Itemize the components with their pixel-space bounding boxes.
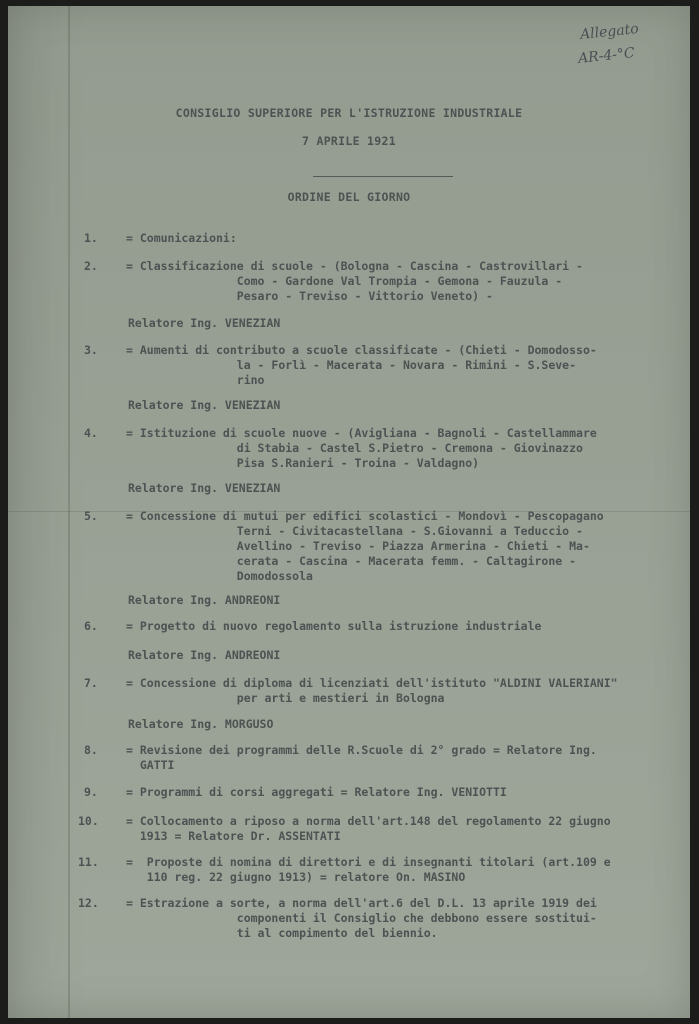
relatore-line: Relatore Ing. ANDREONI	[128, 648, 281, 662]
relatore-line: Relatore Ing. VENEZIAN	[128, 398, 281, 412]
handwritten-annotation-2: AR-4-°C	[577, 45, 636, 67]
relatore-line: Relatore Ing. ANDREONI	[128, 593, 281, 607]
document-subtitle: ORDINE DEL GIORNO	[287, 190, 411, 204]
agenda-item: = Collocamento a riposo a norma dell'art.148 del regolamento 22 giugno 1913 = Relatore Dr. ASSENTATI	[126, 814, 611, 843]
item-number: 9.	[84, 785, 98, 799]
relatore-line: Relatore Ing. MORGUSO	[128, 717, 274, 731]
agenda-item: = Revisione dei programmi delle R.Scuole di 2° grado = Relatore Ing. GATTI	[126, 743, 597, 772]
agenda-item: = Comunicazioni:	[126, 231, 237, 245]
agenda-item: = Proposte di nomina di direttori e di insegnanti titolari (art.109 e 110 reg. 22 giugno 1913) = relatore On. MASINO	[126, 855, 611, 884]
item-number: 5.	[84, 509, 98, 523]
item-number: 6.	[84, 619, 98, 633]
item-number: 12.	[78, 896, 99, 910]
item-number: 2.	[84, 259, 98, 273]
item-number: 1.	[84, 231, 98, 245]
agenda-item: = Progetto di nuovo regolamento sulla istruzione industriale	[126, 619, 542, 633]
relatore-line: Relatore Ing. VENEZIAN	[128, 481, 281, 495]
agenda-item: = Classificazione di scuole - (Bologna - Cascina - Castrovillari - Como - Gardone Val Trompia - Gemona - Fauzula - Pesaro - Treviso - Vittorio Veneto) -	[126, 259, 583, 303]
handwritten-annotation-1: Allegato	[579, 20, 640, 44]
agenda-item: = Concessione di diploma di licenziati dell'istituto "ALDINI VALERIANI" per arti e mestieri in Bologna	[126, 676, 618, 705]
item-number: 3.	[84, 343, 98, 357]
document-page	[8, 6, 690, 1018]
agenda-item: = Estrazione a sorte, a norma dell'art.6 del D.L. 13 aprile 1919 dei componenti il Consiglio che debbono essere sostitui- ti al compimento del biennio.	[126, 896, 597, 940]
document-title: CONSIGLIO SUPERIORE PER L'ISTRUZIONE INDUSTRIALE	[175, 106, 523, 120]
agenda-item: = Concessione di mutui per edifici scolastici - Mondovì - Pescopagano Terni - Civitacastellana - S.Giovanni a Teduccio - Avellino - Treviso - Piazza Armerina - Chieti - Ma- cerata - Cascina - Macerata femm. - Caltagirone - Domodossola	[126, 509, 604, 583]
item-number: 10.	[78, 814, 99, 828]
paper-fold	[68, 6, 70, 1018]
document-date: 7 APRILE 1921	[302, 134, 396, 148]
item-number: 11.	[78, 855, 99, 869]
agenda-item: = Aumenti di contributo a scuole classificate - (Chieti - Domodosso- la - Forlì - Macerata - Novara - Rimini - S.Seve- rino	[126, 343, 597, 387]
agenda-item: = Programmi di corsi aggregati = Relatore Ing. VENIOTTI	[126, 785, 507, 799]
relatore-line: Relatore Ing. VENEZIAN	[128, 316, 281, 330]
item-number: 4.	[84, 426, 98, 440]
agenda-item: = Istituzione di scuole nuove - (Avigliana - Bagnoli - Castellammare di Stabia - Castel S.Pietro - Cremona - Giovinazzo Pisa S.Ranieri - Troina - Valdagno)	[126, 426, 597, 470]
item-number: 7.	[84, 676, 98, 690]
divider	[313, 176, 453, 177]
item-number: 8.	[84, 743, 98, 757]
